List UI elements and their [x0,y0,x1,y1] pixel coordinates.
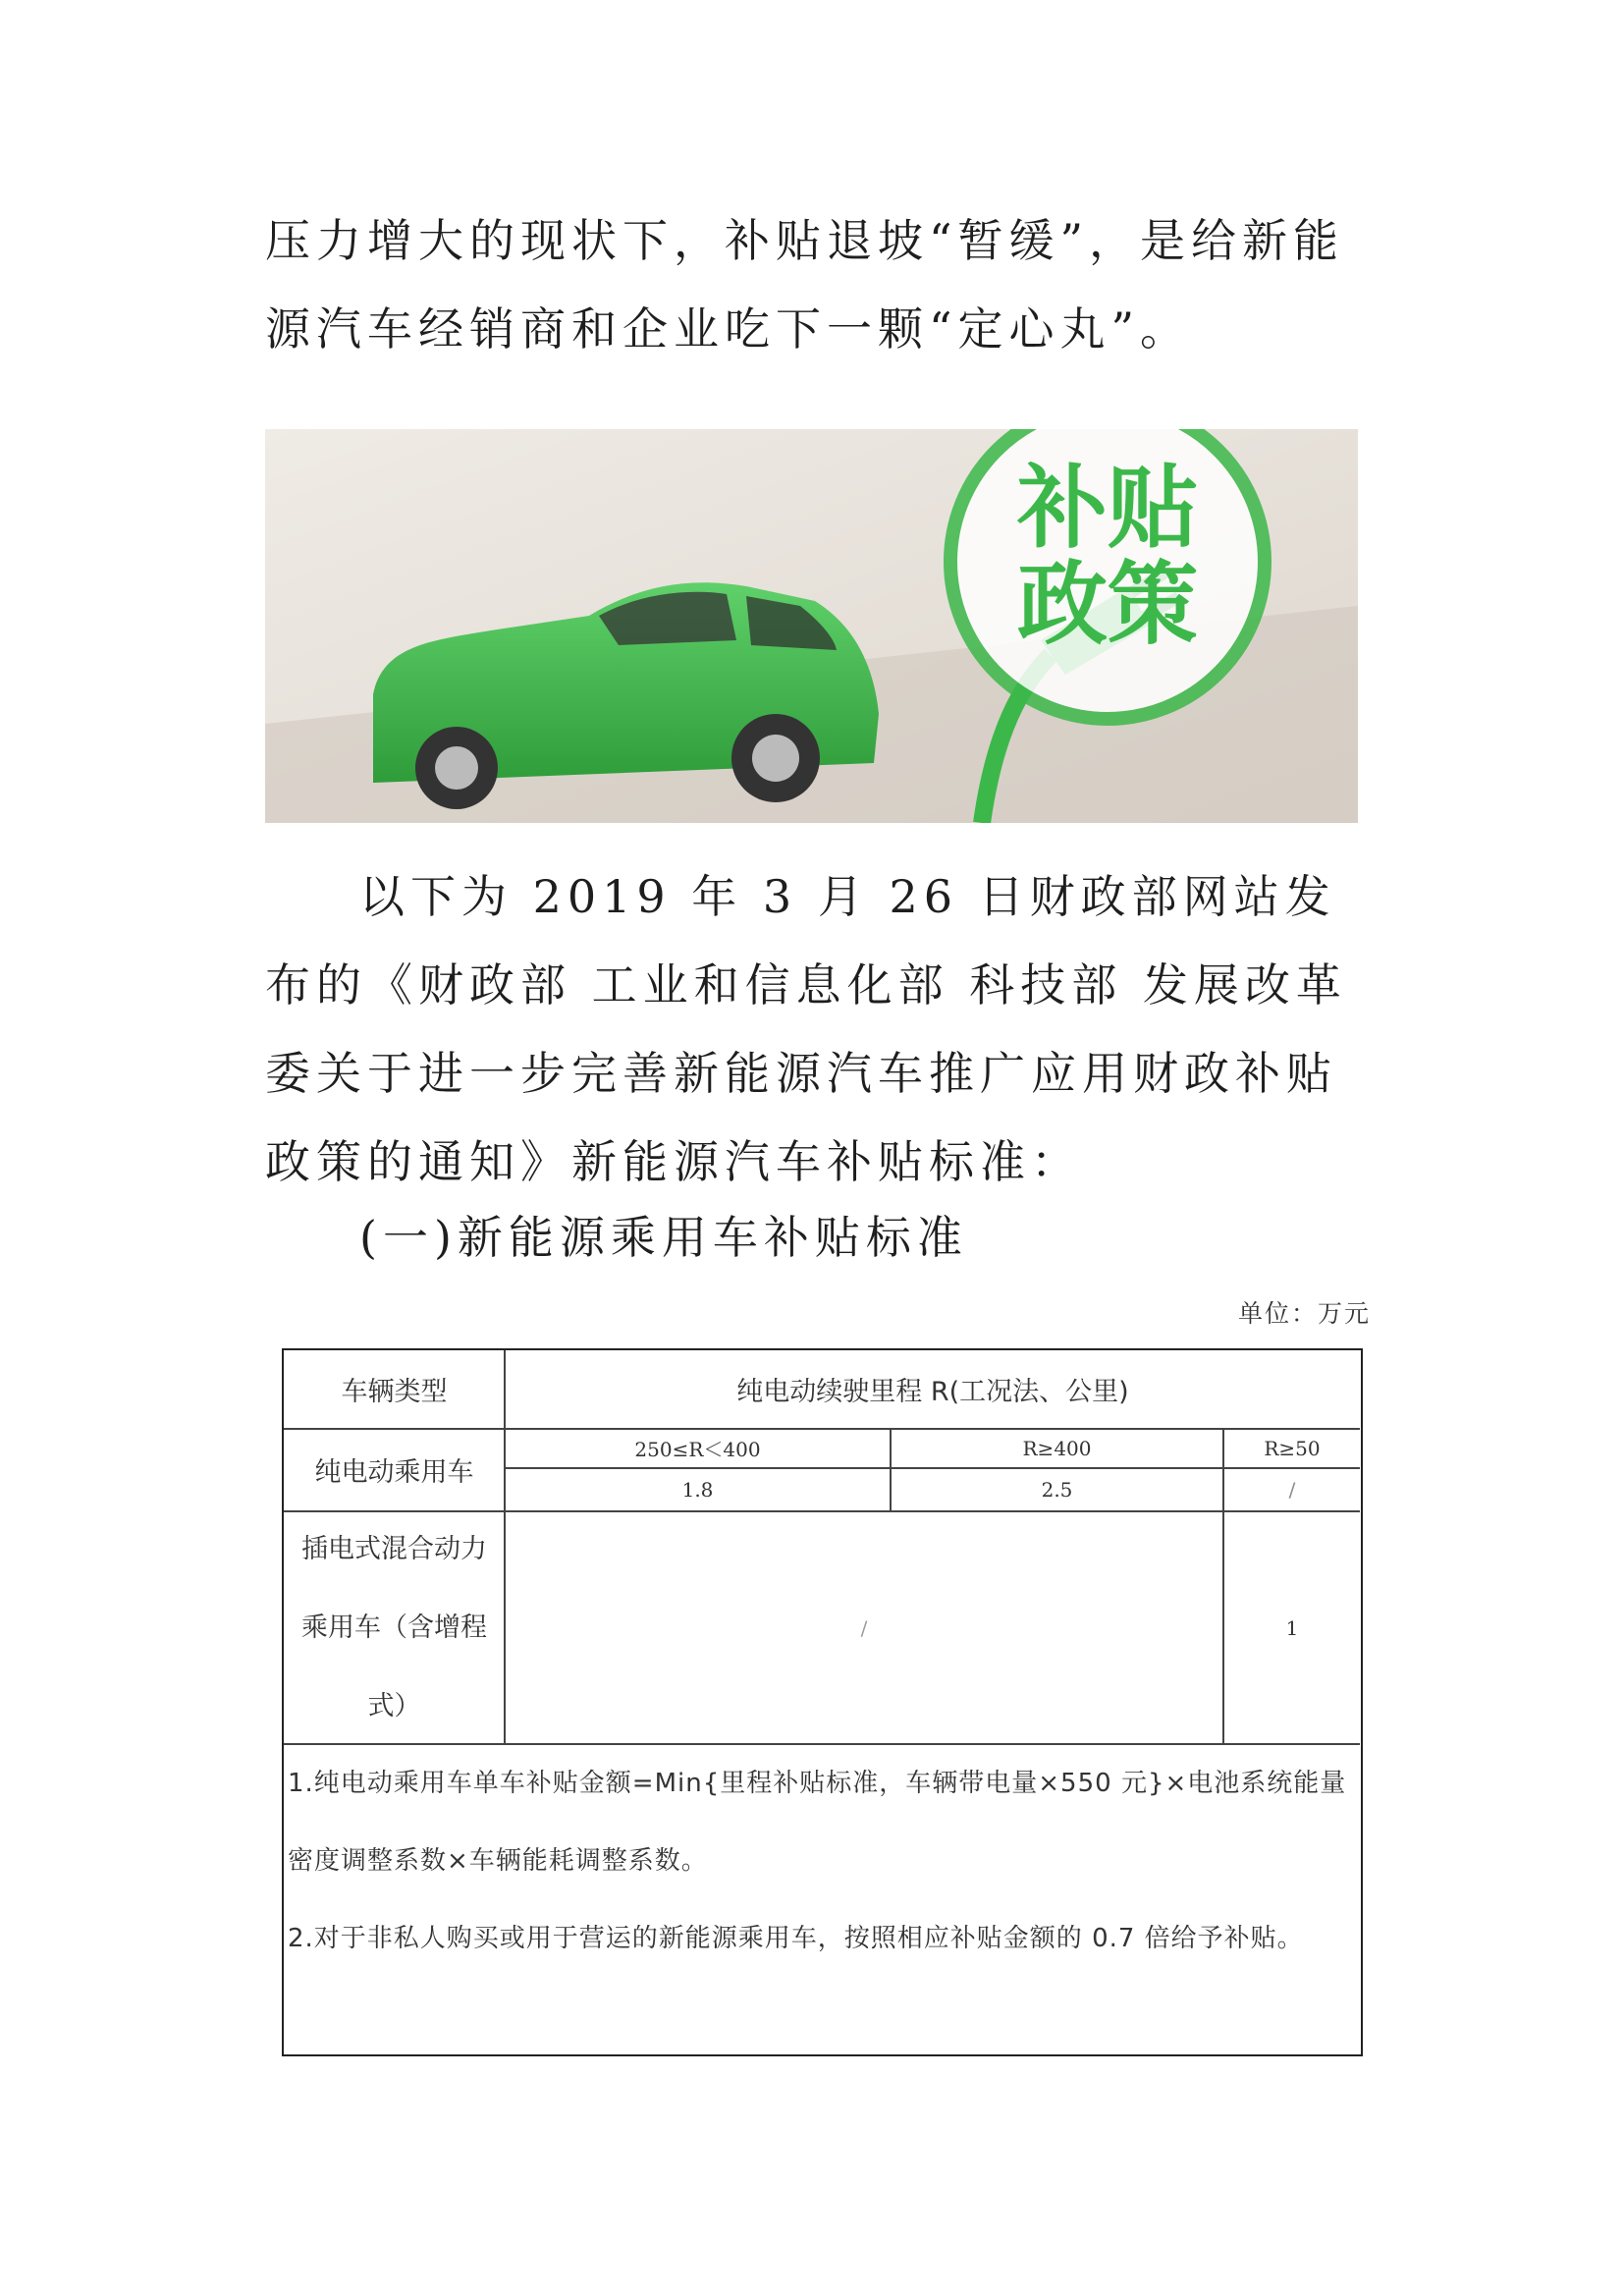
table-notes [288,1745,1358,1978]
bev-value-2: 2.5 [1041,1478,1073,1502]
bev-value-1: 1.8 [681,1478,714,1502]
sign-text-line1: 补贴 [1016,456,1199,561]
sign-text-line2: 政策 [1016,552,1199,657]
range-col-1: 250≤R＜400 [634,1438,761,1461]
row-type-bev: 纯电动乘用车 [314,1457,474,1488]
paragraph-intro: 压力增大的现状下，补贴退坡“暂缓”，是给新能源汽车经销商和企业吃下一颗“定心丸”。 [265,214,1345,355]
phev-value-1: / [860,1615,868,1640]
subsidy-table [282,1348,1363,2056]
subsidy-policy-sign [950,429,1265,719]
paragraph-notice: 以下为 2019 年 3 月 26 日财政部网站发布的《财政部 工业和信息化部 科技部 发展改革委关于进一步完善新能源汽车推广应用财政补贴政策的通知》新能源汽车补贴标准： [265,870,1347,1188]
range-col-2: R≥400 [1022,1436,1092,1460]
section-heading: (一)新能源乘用车补贴标准 [359,1211,968,1264]
range-col-3: R≥50 [1264,1436,1321,1460]
subsidy-policy-banner-image [265,429,1358,823]
phev-value-2: 1 [1285,1615,1299,1640]
header-electric-range: 纯电动续驶里程 R(工况法、公里) [736,1377,1129,1407]
header-vehicle-type: 车辆类型 [341,1377,448,1407]
banner-illustration [265,429,1358,823]
note-2: 2.对于非私人购买或用于营运的新能源乘用车，按照相应补贴金额的 0.7 倍给予补贴。 [288,1924,1304,1953]
row-type-phev: 插电式混合动力乘用车（含增程式） [301,1533,487,1722]
unit-label: 单位：万元 [1237,1299,1371,1328]
bev-value-3: / [1288,1478,1296,1502]
note-1: 1.纯电动乘用车单车补贴金额=Min{里程补贴标准，车辆带电量×550 元}×电池系统能量密度调整系数×车辆能耗调整系数。 [288,1769,1347,1876]
